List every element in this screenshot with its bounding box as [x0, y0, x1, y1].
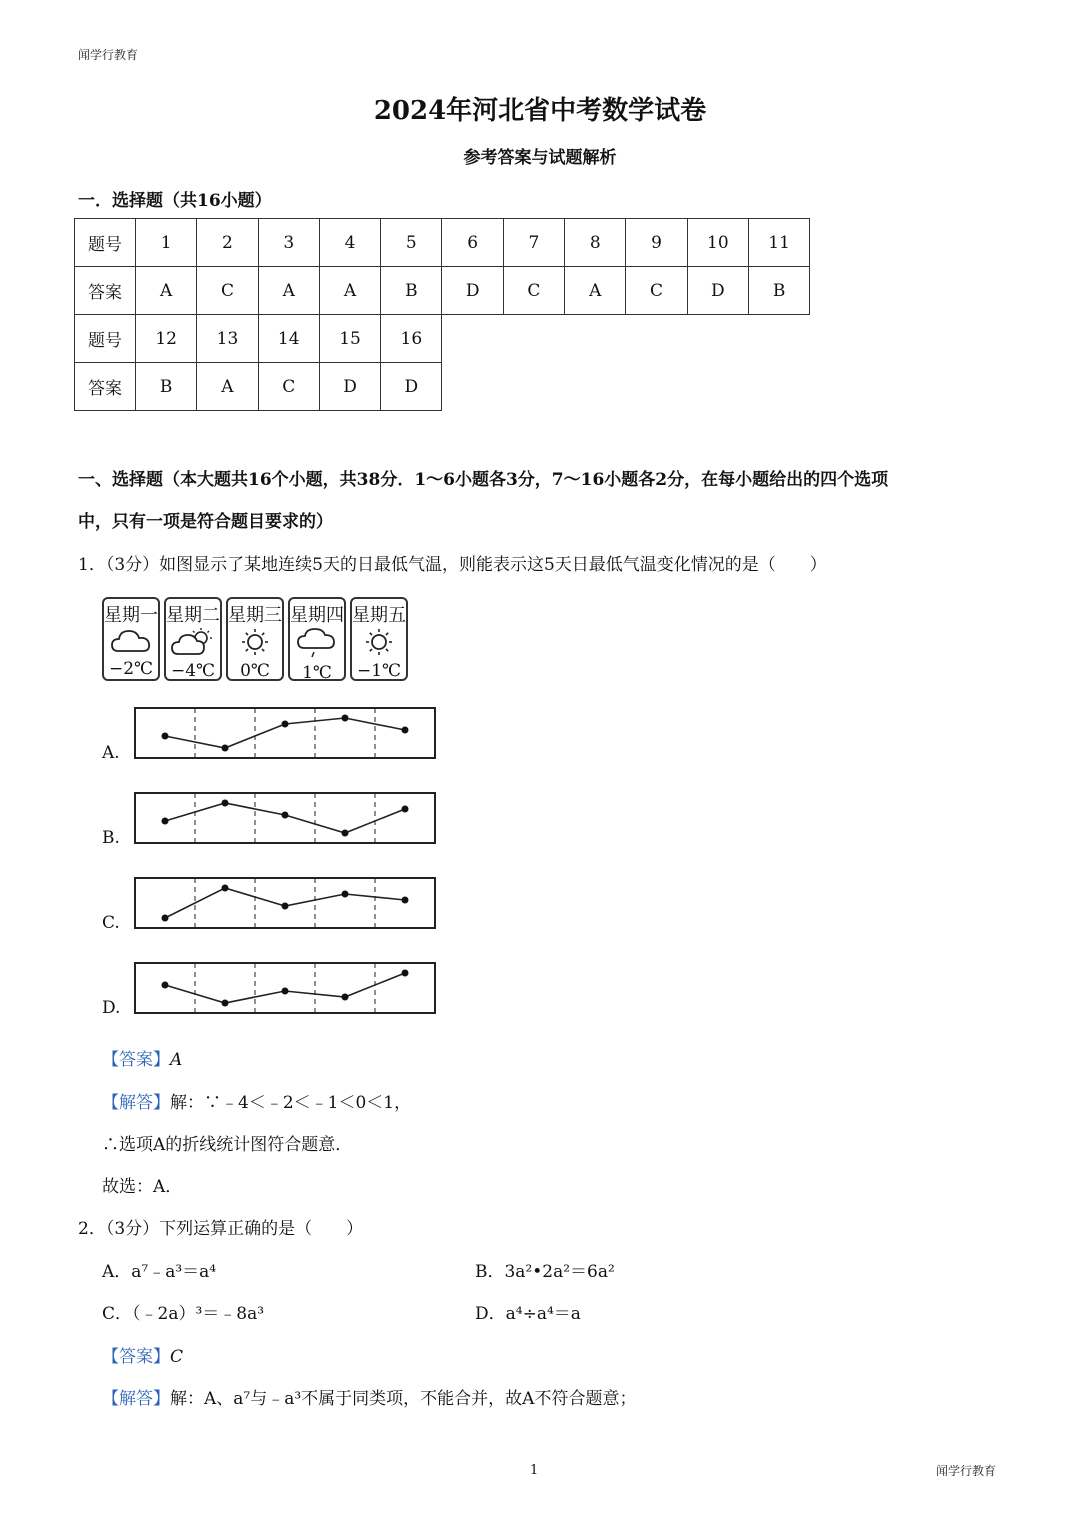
row1_a-cell: C [197, 267, 258, 315]
row1_a-cell: B [748, 267, 809, 315]
row1_a-cell: C [626, 267, 687, 315]
q1-solution-line2: ∴选项A的折线统计图符合题意． [102, 1135, 353, 1155]
q2-solution-text: 解：A、a⁷与﹣a³不属于同类项，不能合并，故A不符合题意； [170, 1389, 637, 1409]
row-label: 题号 [75, 315, 136, 363]
temp-point [222, 745, 229, 752]
row1_q-cell: 3 [258, 219, 319, 267]
q2-option-d: D．a⁴÷a⁴＝a [475, 1304, 581, 1324]
q2-answer-line [102, 1342, 183, 1367]
q2-solution-line [102, 1384, 636, 1409]
temp-point [342, 830, 349, 837]
row-label: 答案 [75, 363, 136, 411]
temp-point [342, 715, 349, 722]
temp-point [222, 885, 229, 892]
answer-table [74, 218, 810, 411]
q1-solution-line [102, 1088, 411, 1113]
weather-day-card [226, 597, 284, 681]
row1_q-cell: 9 [626, 219, 687, 267]
brand-footer: 闻学行教育 [936, 1464, 997, 1478]
row2_a-cell: A [197, 363, 258, 411]
option-label: B. [102, 828, 120, 848]
option-label: C. [102, 913, 120, 933]
weather-day-label: 星期三 [228, 605, 282, 626]
q2-stem: 2．（3分）下列运算正确的是（ ） [78, 1219, 364, 1239]
q2-option-a: A．a⁷﹣a³＝a⁴ [102, 1262, 217, 1282]
row1_q-row [75, 219, 810, 267]
row-label: 答案 [75, 267, 136, 315]
weather-day-label: 星期四 [290, 605, 344, 626]
temp-point [282, 988, 289, 995]
row1_q-cell: 10 [687, 219, 748, 267]
weather-temp: −2℃ [108, 659, 154, 679]
temp-point [162, 818, 169, 825]
q1-answer-line [102, 1045, 182, 1070]
page-subtitle: 参考答案与试题解析 [463, 148, 617, 168]
row2_a-cell: C [258, 363, 319, 411]
answer-tag: 【答案】 [102, 1050, 170, 1070]
brand-header: 闻学行教育 [78, 48, 139, 62]
row2_a-cell: D [319, 363, 380, 411]
row2_a-cell: B [136, 363, 197, 411]
section2-heading-line2: 中，只有一项是符合题目要求的） [78, 512, 333, 532]
q1-stem: 1．（3分）如图显示了某地连续5天的日最低气温，则能表示这5天日最低气温变化情况的是（ ） [78, 555, 827, 575]
temp-point [222, 800, 229, 807]
temp-point [162, 915, 169, 922]
temp-point [162, 982, 169, 989]
row1_a-cell: B [381, 267, 442, 315]
temp-point [282, 721, 289, 728]
row1_a-cell: D [442, 267, 503, 315]
row1_q-cell: 11 [748, 219, 809, 267]
sun-icon [364, 627, 394, 661]
option-label: A. [102, 743, 120, 763]
row2_q-cell: 14 [258, 315, 319, 363]
row1_q-cell: 8 [565, 219, 626, 267]
row2_q-cell: 12 [136, 315, 197, 363]
temp-point [222, 1000, 229, 1007]
row1_a-cell: D [687, 267, 748, 315]
row2_q-cell: 16 [381, 315, 442, 363]
weather-day-card [164, 597, 222, 681]
answer-tag: 【答案】 [102, 1347, 170, 1367]
row1_q-cell: 5 [381, 219, 442, 267]
row2_q-row [75, 315, 810, 363]
weather-temp: −1℃ [356, 661, 402, 681]
chart-frame [135, 708, 435, 758]
row1_a-cell: A [565, 267, 626, 315]
temp-point [402, 806, 409, 813]
row1_q-cell: 7 [503, 219, 564, 267]
row1_a-row [75, 267, 810, 315]
page-number: 1 [530, 1463, 539, 1478]
weather-temp: 0℃ [240, 661, 270, 681]
cloud-icon [110, 627, 152, 659]
row1_q-cell: 4 [319, 219, 380, 267]
sun-cloud-icon [171, 627, 215, 661]
row-label: 题号 [75, 219, 136, 267]
temp-point [402, 970, 409, 977]
row1_q-cell: 2 [197, 219, 258, 267]
weather-day-card [350, 597, 408, 681]
row2_q-cell: 15 [319, 315, 380, 363]
option-line-chart[interactable] [134, 877, 436, 931]
weather-day-card [288, 597, 346, 681]
temp-point [342, 994, 349, 1001]
row2_q-cell: 13 [197, 315, 258, 363]
weather-day-label: 星期一 [104, 605, 158, 626]
row2_a-row [75, 363, 810, 411]
temp-point [402, 727, 409, 734]
q1-solution-text: 解：∵﹣4＜﹣2＜﹣1＜0＜1， [170, 1093, 412, 1113]
sun-icon [240, 627, 270, 661]
temp-point [282, 903, 289, 910]
rain-cloud-icon [297, 627, 337, 663]
option-line-chart[interactable] [134, 962, 436, 1016]
q2-option-b: B．3a²•2a²＝6a² [475, 1262, 615, 1282]
row1_a-cell: A [319, 267, 380, 315]
option-line-chart[interactable] [134, 707, 436, 761]
q1-answer: A [170, 1050, 183, 1070]
row1_a-cell: A [136, 267, 197, 315]
weather-figure [102, 597, 408, 681]
temp-point [162, 733, 169, 740]
weather-temp: −4℃ [170, 661, 216, 681]
weather-day-card [102, 597, 160, 681]
option-line-chart[interactable] [134, 792, 436, 846]
row1_a-cell: C [503, 267, 564, 315]
temp-point [282, 812, 289, 819]
solution-tag: 【解答】 [102, 1389, 170, 1409]
q1-conclusion: 故选：A． [102, 1177, 183, 1197]
page-title: 2024年河北省中考数学试卷 [373, 96, 707, 126]
row1_q-cell: 1 [136, 219, 197, 267]
weather-day-label: 星期二 [166, 605, 220, 626]
row2_a-cell: D [381, 363, 442, 411]
option-label: D. [102, 998, 121, 1018]
temp-point [402, 897, 409, 904]
section2-heading-line1: 一、选择题（本大题共16个小题，共38分．1～6小题各3分，7～16小题各2分，在每小题给出的四个选项 [78, 470, 889, 490]
row1_a-cell: A [258, 267, 319, 315]
q2-option-c: C．（﹣2a）³＝﹣8a³ [102, 1304, 265, 1324]
solution-tag: 【解答】 [102, 1093, 170, 1113]
weather-temp: 1℃ [302, 663, 332, 683]
q2-answer: C [170, 1347, 184, 1367]
weather-day-label: 星期五 [352, 605, 406, 626]
row1_q-cell: 6 [442, 219, 503, 267]
temp-point [342, 891, 349, 898]
section1-heading: 一．选择题（共16小题） [78, 191, 272, 211]
